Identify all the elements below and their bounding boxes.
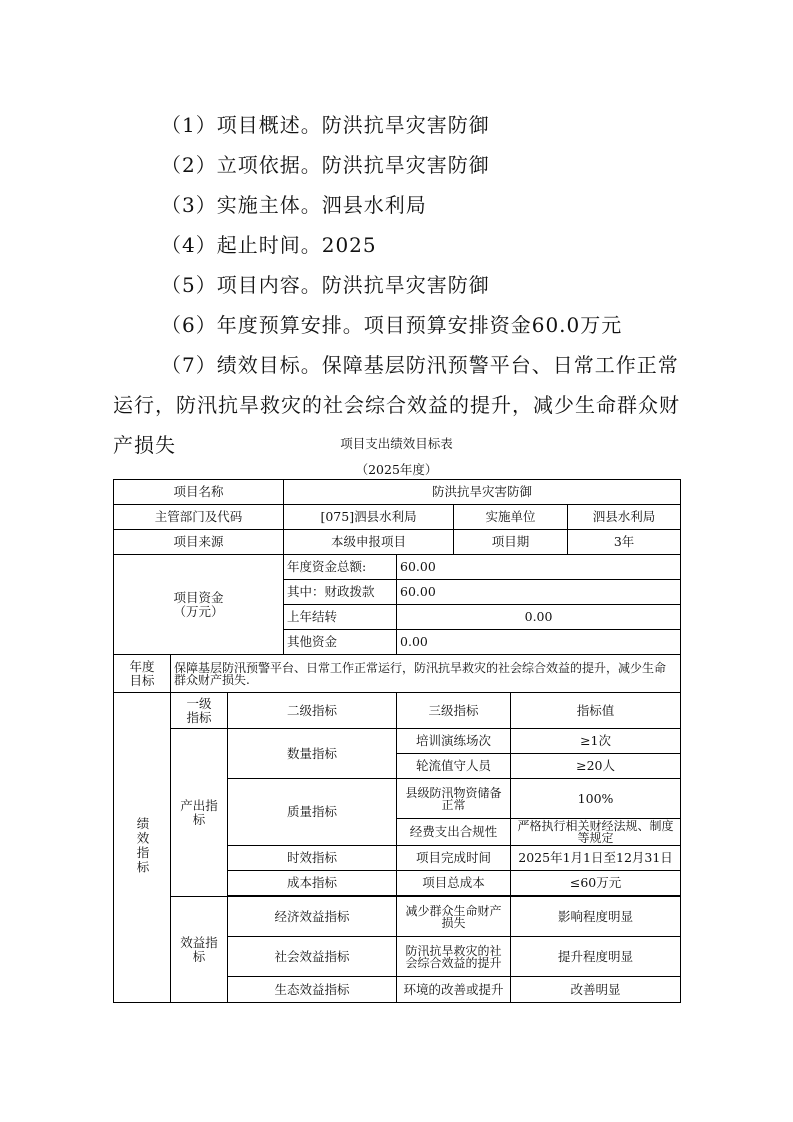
- dept-label: 主管部门及代码: [114, 505, 284, 530]
- paragraph-budget: （6）年度预算安排。项目预算安排资金60.0万元: [161, 313, 623, 337]
- paragraph-period: （4）起止时间。2025: [161, 233, 377, 257]
- benefit-name-0: 减少群众生命财产损失: [397, 897, 511, 937]
- impl-value: 泗县水利局: [568, 505, 681, 530]
- table-title: 项目支出绩效目标表: [340, 436, 453, 451]
- project-name: 防洪抗旱灾害防御: [284, 480, 681, 505]
- indicator-section-label: 绩效指标: [114, 693, 171, 1003]
- cost-value: ≤60万元: [511, 871, 681, 896]
- header-level2: 二级指标: [228, 693, 397, 729]
- fund-other-value: 0.00: [397, 630, 681, 655]
- impl-label: 实施单位: [454, 505, 568, 530]
- quantity-value-0: ≥1次: [511, 729, 681, 754]
- benefit-name-2: 环境的改善或提升: [397, 977, 511, 1003]
- fund-total-value: 60.00: [397, 555, 681, 580]
- fund-other-label: 其他资金: [284, 630, 397, 655]
- quantity-name-1: 轮流值守人员: [397, 754, 511, 779]
- cost-label: 成本指标: [228, 871, 397, 896]
- fund-total-label: 年度资金总额:: [284, 555, 397, 580]
- period-value: 3年: [568, 530, 681, 555]
- fund-carryover-label: 上年结转: [284, 605, 397, 630]
- project-name-label: 项目名称: [114, 480, 284, 505]
- benefit-value-1: 提升程度明显: [511, 937, 681, 977]
- source-label: 项目来源: [114, 530, 284, 555]
- source-value: 本级申报项目: [284, 530, 454, 555]
- fund-fiscal-label: 其中：财政拨款: [284, 580, 397, 605]
- paragraph-basis: （2）立项依据。防洪抗旱灾害防御: [161, 153, 490, 177]
- table-subtitle: （2025年度）: [355, 462, 438, 477]
- header-level3: 三级指标: [397, 693, 511, 729]
- quality-name-1: 经费支出合规性: [397, 819, 511, 846]
- output-indicator-label: 产出指 标: [171, 729, 228, 897]
- cost-name: 项目总成本: [397, 871, 511, 896]
- header-level1: 一级 指标: [171, 693, 228, 729]
- fund-label: 项目资金 （万元）: [114, 555, 284, 655]
- timeliness-label: 时效指标: [228, 846, 397, 871]
- benefit-indicator-label: 效益指 标: [171, 897, 228, 1003]
- quantity-value-1: ≥20人: [511, 754, 681, 779]
- quality-value-0: 100%: [511, 779, 681, 819]
- quality-value-1: 严格执行相关财经法规、制度等规定: [511, 819, 681, 846]
- header-value: 指标值: [511, 693, 681, 729]
- body-paragraphs: [113, 105, 683, 465]
- fund-carryover-value: 0.00: [397, 605, 681, 630]
- fund-fiscal-value: 60.00: [397, 580, 681, 605]
- paragraph-goal: （7）绩效目标。保障基层防汛预警平台、日常工作正常运行，防汛抗旱救灾的社会综合效益的提升，减少生命群众财产损失: [113, 353, 680, 457]
- annual-goal: 保障基层防汛预警平台、日常工作正常运行，防汛抗旱救灾的社会综合效益的提升，减少生命群众财产损失.: [171, 655, 681, 693]
- benefit-name-1: 防汛抗旱救灾的社会综合效益的提升: [397, 937, 511, 977]
- quantity-name-0: 培训演练场次: [397, 729, 511, 754]
- timeliness-value: 2025年1月1日至12月31日: [511, 846, 681, 871]
- paragraph-content: （5）项目内容。防洪抗旱灾害防御: [161, 273, 490, 297]
- benefit-value-0: 影响程度明显: [511, 897, 681, 937]
- annual-goal-label: 年度 目标: [114, 655, 171, 693]
- quality-label: 质量指标: [228, 779, 397, 846]
- quality-name-0: 县级防汛物资储备正常: [397, 779, 511, 819]
- performance-table: [113, 479, 681, 1003]
- paragraph-entity: （3）实施主体。泗县水利局: [161, 193, 427, 217]
- quantity-label: 数量指标: [228, 729, 397, 779]
- benefit-label-2: 生态效益指标: [228, 977, 397, 1003]
- period-label: 项目期: [454, 530, 568, 555]
- paragraph-overview: （1）项目概述。防洪抗旱灾害防御: [161, 113, 490, 137]
- dept-value: [075]泗县水利局: [284, 505, 454, 530]
- timeliness-name: 项目完成时间: [397, 846, 511, 871]
- benefit-value-2: 改善明显: [511, 977, 681, 1003]
- benefit-label-0: 经济效益指标: [228, 897, 397, 937]
- benefit-label-1: 社会效益指标: [228, 937, 397, 977]
